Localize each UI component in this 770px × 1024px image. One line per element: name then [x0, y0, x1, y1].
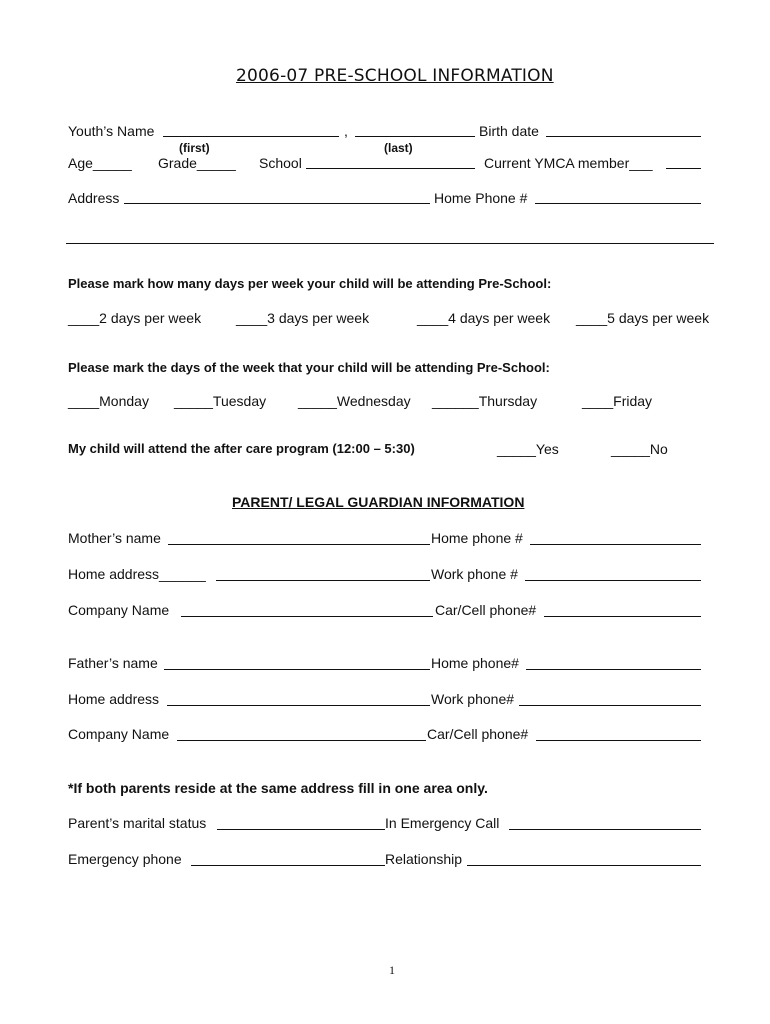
option-wednesday[interactable]: _____Wednesday — [298, 393, 411, 409]
section-divider — [66, 243, 714, 244]
mother-cell-field[interactable] — [544, 616, 701, 617]
option-monday[interactable]: ____Monday — [68, 393, 149, 409]
option-3-days[interactable]: ____3 days per week — [236, 310, 370, 326]
address-field[interactable] — [124, 203, 430, 204]
father-company-label: Company Name — [68, 726, 170, 742]
option-friday[interactable]: ____Friday — [582, 393, 653, 409]
father-cell-field[interactable] — [536, 740, 701, 741]
father-home-address-field[interactable] — [167, 705, 430, 706]
school-field[interactable] — [306, 168, 475, 169]
mother-home-phone-field[interactable] — [530, 544, 701, 545]
school-label: School — [259, 155, 302, 171]
father-cell-label: Car/Cell phone# — [427, 726, 529, 742]
marital-status-label: Parent’s marital status — [68, 815, 207, 831]
mother-name-label: Mother’s name — [68, 530, 161, 546]
mother-cell-label: Car/Cell phone# — [435, 602, 537, 618]
birth-date-field[interactable] — [546, 136, 701, 137]
last-name-hint: (last) — [384, 141, 413, 155]
ymca-member-line[interactable] — [666, 168, 701, 169]
option-thursday[interactable]: ______Thursday — [432, 393, 538, 409]
days-per-week-question: Please mark how many days per week your child will be attending Pre-School: — [68, 276, 552, 291]
age-field[interactable]: Age_____ — [68, 155, 132, 171]
relationship-label: Relationship — [385, 851, 463, 867]
father-work-phone-label: Work phone# — [431, 691, 515, 707]
page-number: 1 — [389, 963, 395, 977]
marital-status-field[interactable] — [217, 829, 385, 830]
emergency-phone-field[interactable] — [191, 865, 385, 866]
mother-company-label: Company Name — [68, 602, 170, 618]
option-4-days[interactable]: ____4 days per week — [417, 310, 551, 326]
parent-section-heading: PARENT/ LEGAL GUARDIAN INFORMATION — [232, 494, 525, 510]
option-tuesday[interactable]: _____Tuesday — [174, 393, 267, 409]
page-title: 2006-07 PRE-SCHOOL INFORMATION — [236, 66, 554, 86]
first-name-hint: (first) — [179, 141, 210, 155]
after-care-yes[interactable]: _____Yes — [497, 441, 559, 457]
grade-field[interactable]: Grade_____ — [158, 155, 236, 171]
relationship-field[interactable] — [467, 865, 701, 866]
youth-name-label: Youth’s Name — [68, 123, 155, 139]
home-phone-label: Home Phone # — [434, 190, 528, 206]
father-home-phone-field[interactable] — [526, 669, 701, 670]
address-label: Address — [68, 190, 120, 206]
mother-name-field[interactable] — [168, 544, 430, 545]
ymca-member-field[interactable]: Current YMCA member___ — [484, 155, 653, 171]
name-separator: , — [344, 123, 348, 139]
emergency-call-label: In Emergency Call — [385, 815, 500, 831]
mother-home-address-field[interactable] — [216, 580, 430, 581]
youth-last-name-field[interactable] — [355, 136, 475, 137]
father-work-phone-field[interactable] — [519, 705, 701, 706]
father-name-label: Father’s name — [68, 655, 158, 671]
mother-work-phone-field[interactable] — [525, 580, 701, 581]
father-home-phone-label: Home phone# — [431, 655, 519, 671]
mother-home-phone-label: Home phone # — [431, 530, 523, 546]
option-5-days[interactable]: ____5 days per week — [576, 310, 710, 326]
home-phone-field[interactable] — [535, 203, 701, 204]
father-name-field[interactable] — [164, 669, 430, 670]
father-company-field[interactable] — [177, 740, 426, 741]
mother-home-address-label: Home address______ — [68, 566, 206, 582]
same-address-note: *If both parents reside at the same address fill in one area only. — [68, 780, 488, 796]
youth-first-name-field[interactable] — [163, 136, 339, 137]
birth-date-label: Birth date — [479, 123, 539, 139]
option-2-days[interactable]: ____2 days per week — [68, 310, 202, 326]
after-care-question: My child will attend the after care program (12:00 – 5:30) — [68, 441, 415, 456]
mother-work-phone-label: Work phone # — [431, 566, 518, 582]
mother-company-field[interactable] — [181, 616, 433, 617]
father-home-address-label: Home address — [68, 691, 160, 707]
after-care-no[interactable]: _____No — [611, 441, 668, 457]
emergency-phone-label: Emergency phone — [68, 851, 182, 867]
weekdays-question: Please mark the days of the week that your child will be attending Pre-School: — [68, 360, 550, 375]
emergency-call-field[interactable] — [509, 829, 701, 830]
